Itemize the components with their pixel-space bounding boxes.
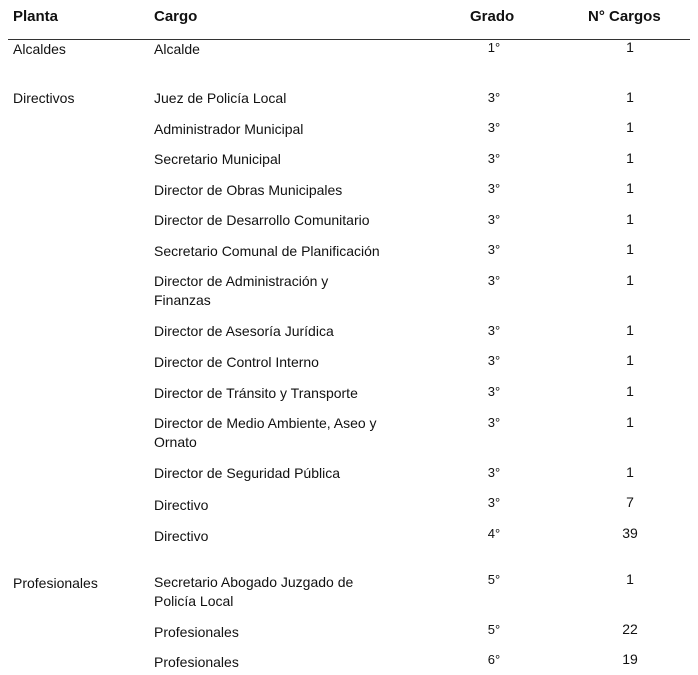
grado-cell: 3° [487,353,501,368]
num-cargos-cell: 7 [626,494,634,510]
grado-cell: 3° [487,120,501,135]
header-num-cargos: N° Cargos [588,8,661,25]
num-cargos-cell: 1 [626,150,634,166]
num-cargos-cell: 1 [626,119,634,135]
grado-cell: 5° [487,572,501,587]
group-directivos: Directivos [13,90,75,106]
cargo-cell: Director de Asesoría Jurídica [154,323,334,339]
header-divider [8,39,690,40]
grado-cell: 6° [487,652,501,667]
num-cargos-cell: 1 [626,272,634,288]
cargo-cell: Secretario Comunal de Planificación [154,243,380,259]
grado-cell: 3° [487,90,501,105]
grado-cell: 3° [487,384,501,399]
num-cargos-cell: 1 [626,464,634,480]
grado-cell: 3° [487,495,501,510]
grado-cell: 3° [487,273,501,288]
grado-cell: 3° [487,465,501,480]
cargo-cell: Director de Administración y Finanzas [154,273,329,308]
cargo-cell: Juez de Policía Local [154,90,287,106]
grado-cell: 3° [487,151,501,166]
grado-cell: 3° [487,415,501,430]
grado-cell: 1° [487,40,501,55]
grado-cell: 3° [487,323,501,338]
cargo-cell: Secretario Abogado Juzgado de Policía Local [154,574,354,609]
num-cargos-cell: 22 [622,621,638,637]
num-cargos-cell: 1 [626,39,634,55]
cargo-cell: Profesionales [154,654,239,670]
cargo-cell: Alcalde [154,41,200,57]
cargo-cell: Profesionales [154,624,239,640]
num-cargos-cell: 1 [626,322,634,338]
cargo-cell: Director de Control Interno [154,354,319,370]
grado-cell: 3° [487,181,501,196]
cargo-cell: Director de Tránsito y Transporte [154,385,358,401]
num-cargos-cell: 1 [626,383,634,399]
cargo-cell: Director de Seguridad Pública [154,465,340,481]
header-grado: Grado [470,8,515,25]
grado-cell: 4° [487,526,501,541]
cargo-cell: Directivo [154,497,209,513]
grado-cell: 3° [487,212,501,227]
group-profesionales: Profesionales [13,575,98,591]
num-cargos-cell: 1 [626,211,634,227]
cargo-cell: Administrador Municipal [154,121,304,137]
num-cargos-cell: 1 [626,180,634,196]
num-cargos-cell: 1 [626,241,634,257]
num-cargos-cell: 19 [622,651,638,667]
num-cargos-cell: 1 [626,571,634,587]
grado-cell: 5° [487,622,501,637]
num-cargos-cell: 39 [622,525,638,541]
num-cargos-cell: 1 [626,414,634,430]
num-cargos-cell: 1 [626,352,634,368]
header-cargo: Cargo [154,8,198,25]
cargo-cell: Directivo [154,528,209,544]
grado-cell: 3° [487,242,501,257]
cargo-cell: Secretario Municipal [154,151,281,167]
num-cargos-cell: 1 [626,89,634,105]
cargo-cell: Director de Desarrollo Comunitario [154,212,370,228]
cargo-cell: Director de Medio Ambiente, Aseo y Ornato [154,415,377,450]
cargo-cell: Director de Obras Municipales [154,182,343,198]
group-alcaldes: Alcaldes [13,41,66,57]
header-planta: Planta [13,8,59,25]
